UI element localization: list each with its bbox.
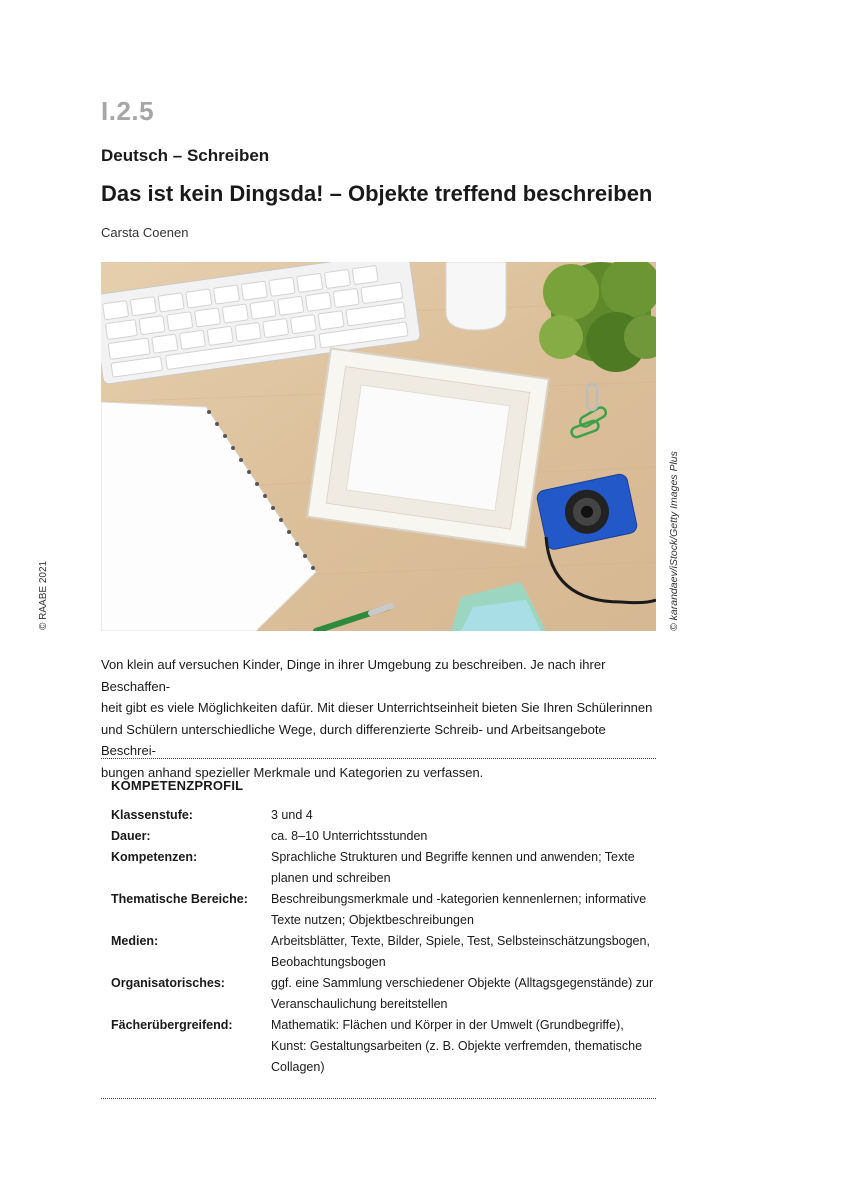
copyright-note: © RAABE 2021	[38, 560, 49, 630]
mouse-icon	[446, 262, 506, 330]
author-name: Carsta Coenen	[101, 225, 189, 240]
profile-value: Beschreibungsmerkmale und -kategorien kennenlernen; informative Texte nutzen; Objektbeschreibungen	[271, 892, 647, 927]
profile-label: Dauer:	[111, 829, 151, 843]
desk-photo	[101, 262, 656, 631]
profile-value: Sprachliche Strukturen und Begriffe kennen und anwenden; Texte planen und schreiben	[271, 850, 635, 885]
profile-value: ggf. eine Sammlung verschiedener Objekte (Alltagsgegenstände) zur Veranschaulichung bereitstellen	[271, 976, 654, 1011]
dotted-divider-top	[101, 758, 656, 759]
profile-row	[111, 973, 656, 1015]
profile-label: Medien:	[111, 934, 159, 948]
competence-profile	[111, 778, 656, 1078]
intro-line: und Schülern unterschiedliche Wege, durch differenzierte Schreib- und Arbeitsangebote Beschrei-	[101, 721, 606, 758]
intro-line: Von klein auf versuchen Kinder, Dinge in ihrer Umgebung zu beschreiben. Je nach ihrer Beschaffen-	[101, 657, 606, 694]
profile-row	[111, 1015, 656, 1078]
subject-heading: Deutsch – Schreiben	[101, 146, 270, 165]
profile-value: ca. 8–10 Unterrichtsstunden	[271, 829, 428, 843]
profile-label: Thematische Bereiche:	[111, 892, 248, 906]
profile-value: 3 und 4	[271, 808, 313, 822]
profile-label: Organisatorisches:	[111, 976, 225, 990]
profile-row	[111, 826, 656, 847]
intro-line: bungen anhand spezieller Merkmale und Kategorien zu verfassen.	[101, 764, 484, 780]
profile-row	[111, 931, 656, 973]
photo-credit: © karandaev/iStock/Getty Images Plus	[668, 451, 680, 631]
profile-label: Fächerübergreifend:	[111, 1018, 233, 1032]
profile-label: Kompetenzen:	[111, 850, 198, 864]
profile-row	[111, 847, 656, 889]
unit-code: I.2.5	[101, 96, 155, 126]
profile-value: Mathematik: Flächen und Körper in der Umwelt (Grundbegriffe), Kunst: Gestaltungsarbeiten (z. B. Objekte verfremden, thematische Collagen)	[271, 1018, 643, 1074]
profile-row	[111, 805, 656, 826]
plant-icon	[539, 262, 656, 372]
profile-row	[111, 889, 656, 931]
profile-heading: KOMPETENZPROFIL	[111, 778, 244, 793]
picture-frame-icon	[307, 348, 549, 547]
intro-paragraph	[101, 654, 661, 783]
profile-label: Klassenstufe:	[111, 808, 193, 822]
page-title: Das ist kein Dingsda! – Objekte treffend beschreiben	[101, 181, 653, 206]
dotted-divider-bottom	[101, 1098, 656, 1099]
profile-value: Arbeitsblätter, Texte, Bilder, Spiele, Test, Selbsteinschätzungsbogen, Beobachtungsbogen	[271, 934, 650, 969]
intro-line: heit gibt es viele Möglichkeiten dafür. Mit dieser Unterrichtseinheit bieten Sie Ihren Schülerinnen	[101, 700, 653, 715]
